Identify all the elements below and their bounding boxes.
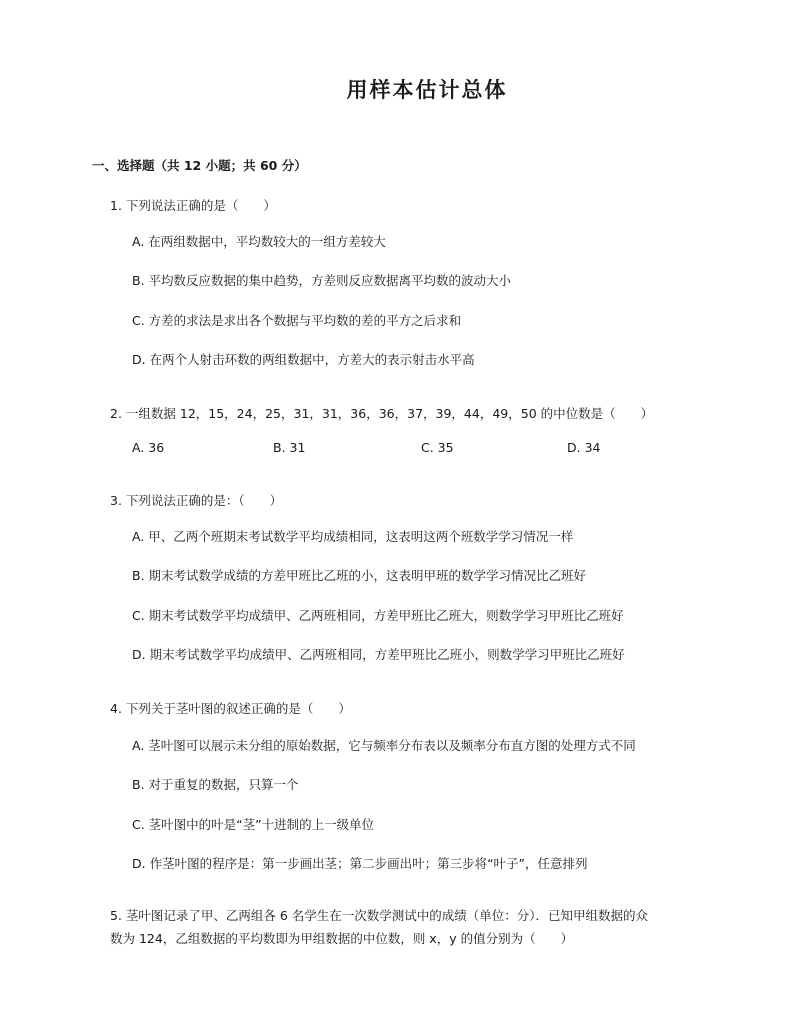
question-3-option-d: D. 期末考试数学平均成绩甲、乙两班相同，方差甲班比乙班小，则数学学习甲班比乙班好 — [132, 647, 625, 662]
section-heading: 一、选择题（共 12 小题；共 60 分） — [92, 158, 307, 173]
question-1-option-d: D. 在两个人射击环数的两组数据中，方差大的表示射击水平高 — [132, 352, 475, 367]
question-2-stem: 2. 一组数据 12，15，24，25，31，31，36，36，37，39，44，49，50 的中位数是（ ） — [110, 406, 654, 421]
question-2-option-c: C. 35 — [421, 440, 454, 455]
question-3-stem: 3. 下列说法正确的是：（ ） — [110, 493, 283, 508]
question-4-option-c: C. 茎叶图中的叶是“茎”十进制的上一级单位 — [132, 817, 375, 832]
question-1-option-b: B. 平均数反应数据的集中趋势，方差则反应数据离平均数的波动大小 — [132, 273, 512, 288]
question-4-option-d: D. 作茎叶图的程序是：第一步画出茎；第二步画出叶；第三步将“叶子”，任意排列 — [132, 856, 588, 871]
question-2-option-b: B. 31 — [273, 440, 306, 455]
question-2-option-d: D. 34 — [567, 440, 601, 455]
question-5-stem — [110, 904, 710, 950]
page-title: 用样本估计总体 — [346, 77, 508, 102]
question-2-option-a: A. 36 — [132, 440, 165, 455]
question-1-stem: 1. 下列说法正确的是（ ） — [110, 198, 276, 213]
question-4-stem: 4. 下列关于茎叶图的叙述正确的是（ ） — [110, 701, 351, 716]
question-5-line-2: 数为 124，乙组数据的平均数即为甲组数据的中位数，则 x，y 的值分别为（ ） — [110, 931, 574, 946]
question-3-option-a: A. 甲、乙两个班期末考试数学平均成绩相同，这表明这两个班数学学习情况一样 — [132, 529, 574, 544]
question-3-option-c: C. 期末考试数学平均成绩甲、乙两班相同，方差甲班比乙班大，则数学学习甲班比乙班好 — [132, 608, 624, 623]
question-4-option-a: A. 茎叶图可以展示未分组的原始数据，它与频率分布表以及频率分布直方图的处理方式不同 — [132, 738, 636, 753]
question-4-option-b: B. 对于重复的数据，只算一个 — [132, 777, 299, 792]
question-3-option-b: B. 期末考试数学成绩的方差甲班比乙班的小，这表明甲班的数学学习情况比乙班好 — [132, 568, 587, 583]
question-1-option-a: A. 在两组数据中，平均数较大的一组方差较大 — [132, 234, 386, 249]
question-5-line-1: 5. 茎叶图记录了甲、乙两组各 6 名学生在一次数学测试中的成绩（单位：分）．已知甲组数据的众 — [110, 908, 649, 923]
question-1-option-c: C. 方差的求法是求出各个数据与平均数的差的平方之后求和 — [132, 313, 462, 328]
